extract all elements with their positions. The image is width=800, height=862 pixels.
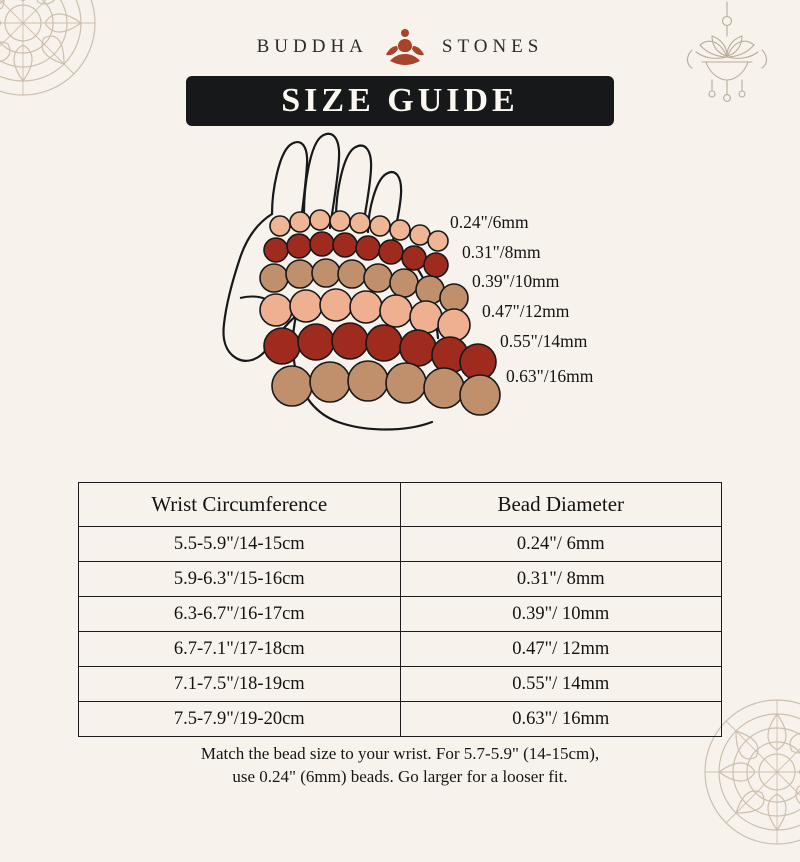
bead-label-8mm: 0.31"/8mm [462, 242, 541, 262]
cell-bead: 0.39"/ 10mm [400, 597, 722, 632]
cell-wrist: 7.1-7.5"/18-19cm [79, 667, 401, 702]
cell-wrist: 6.7-7.1"/17-18cm [79, 632, 401, 667]
cell-bead: 0.47"/ 12mm [400, 632, 722, 667]
page-title-text: SIZE GUIDE [281, 82, 519, 119]
table-row [79, 562, 722, 597]
cell-bead: 0.31"/ 8mm [400, 562, 722, 597]
bead-label-16mm: 0.63"/16mm [506, 366, 594, 386]
hand-bracelet-illustration [180, 128, 650, 468]
column-header-wrist: Wrist Circumference [79, 483, 401, 527]
table-row [79, 702, 722, 737]
brand-name-left: BUDDHA [256, 36, 368, 57]
size-table [78, 482, 722, 737]
lotus-meditation-figure-icon [382, 24, 428, 70]
table-row [79, 597, 722, 632]
bead-label-14mm: 0.55"/14mm [500, 331, 588, 351]
bead-label-10mm: 0.39"/10mm [472, 271, 560, 291]
table-row [79, 667, 722, 702]
cell-wrist: 5.9-6.3"/15-16cm [79, 562, 401, 597]
page-title [186, 76, 614, 126]
table-header-row [79, 483, 722, 527]
cell-wrist: 5.5-5.9"/14-15cm [79, 527, 401, 562]
brand-name-right: STONES [441, 36, 544, 57]
footnote-line-1: Match the bead size to your wrist. For 5.7-5.9" (14-15cm), [200, 744, 600, 763]
footnote-line-2: use 0.24" (6mm) beads. Go larger for a looser fit. [232, 767, 568, 786]
bead-label-12mm: 0.47"/12mm [482, 301, 570, 321]
cell-bead: 0.63"/ 16mm [400, 702, 722, 737]
table-row [79, 632, 722, 667]
brand-header [0, 24, 800, 70]
table-row [79, 527, 722, 562]
cell-bead: 0.55"/ 14mm [400, 667, 722, 702]
bead-label-6mm: 0.24"/6mm [450, 212, 529, 232]
column-header-bead: Bead Diameter [400, 483, 722, 527]
cell-wrist: 7.5-7.9"/19-20cm [79, 702, 401, 737]
cell-wrist: 6.3-6.7"/16-17cm [79, 597, 401, 632]
footnote [0, 742, 800, 788]
cell-bead: 0.24"/ 6mm [400, 527, 722, 562]
